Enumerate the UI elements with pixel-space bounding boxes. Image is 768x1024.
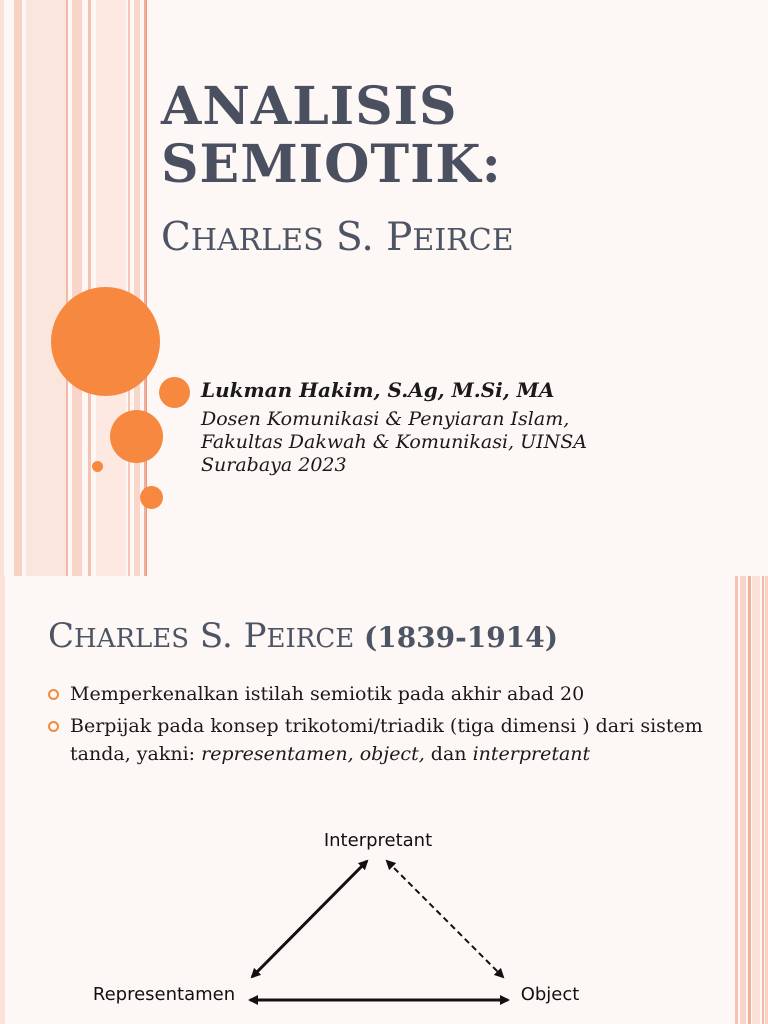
title-part: EIRCE <box>266 624 355 654</box>
decor-stripe <box>14 0 22 576</box>
title-line: SEMIOTIK: <box>161 134 502 195</box>
author-name: Lukman Hakim, S.Ag, M.Si, MA <box>201 378 555 402</box>
bullet-text: dan <box>424 743 473 765</box>
subtitle-part: P <box>386 215 413 260</box>
title-part: S. <box>189 616 244 656</box>
affiliation-line: Fakultas Dakwah & Komunikasi, UINSA <box>201 431 588 453</box>
title-part: HARLES <box>74 624 190 654</box>
title-part: P <box>243 616 267 656</box>
decor-circle <box>159 377 190 408</box>
triadic-sign-diagram <box>0 576 768 1024</box>
decor-stripe <box>128 0 130 576</box>
diagram-label-interpretant: Interpretant <box>323 830 433 851</box>
title-part: C <box>48 616 75 656</box>
slide-title <box>161 78 502 194</box>
decor-circle <box>51 287 160 396</box>
decor-circle <box>140 486 163 509</box>
diagram-label-representamen: Representamen <box>92 984 236 1005</box>
title-years: (1839-1914) <box>354 621 558 654</box>
subtitle-part: S. <box>323 215 387 260</box>
title-line: ANALISIS <box>161 76 458 137</box>
decor-stripe <box>0 0 4 576</box>
subtitle-part: EIRCE <box>412 223 514 258</box>
author-affiliation <box>201 408 721 477</box>
affiliation-line: Surabaya 2023 <box>201 454 347 476</box>
content-slide <box>0 576 768 1024</box>
decor-stripe <box>66 0 68 576</box>
subtitle-part: C <box>161 215 191 260</box>
diagram-label-object: Object <box>520 984 580 1005</box>
decor-circle <box>110 410 163 463</box>
bullet-text: Berpijak pada konsep trikotomi/triadik (tiga dimensi ) dari sistem tanda, yakni: <box>70 715 703 765</box>
bullet-term: interpretant <box>472 743 591 765</box>
decor-circle <box>92 461 103 472</box>
bullet-term: representamen, object, <box>201 743 425 765</box>
affiliation-line: Dosen Komunikasi & Penyiaran Islam, <box>201 408 570 430</box>
bullet-text: Memperkenalkan istilah semiotik pada akhir abad 20 <box>70 683 585 705</box>
slide-subtitle <box>161 216 514 263</box>
decor-stripe <box>26 0 66 576</box>
decor-stripe <box>134 0 140 576</box>
arrow-interpretant-object-dashed <box>387 861 503 977</box>
arrow-representamen-interpretant <box>252 861 367 977</box>
decor-stripe <box>72 0 82 576</box>
subtitle-part: HARLES <box>190 223 324 258</box>
